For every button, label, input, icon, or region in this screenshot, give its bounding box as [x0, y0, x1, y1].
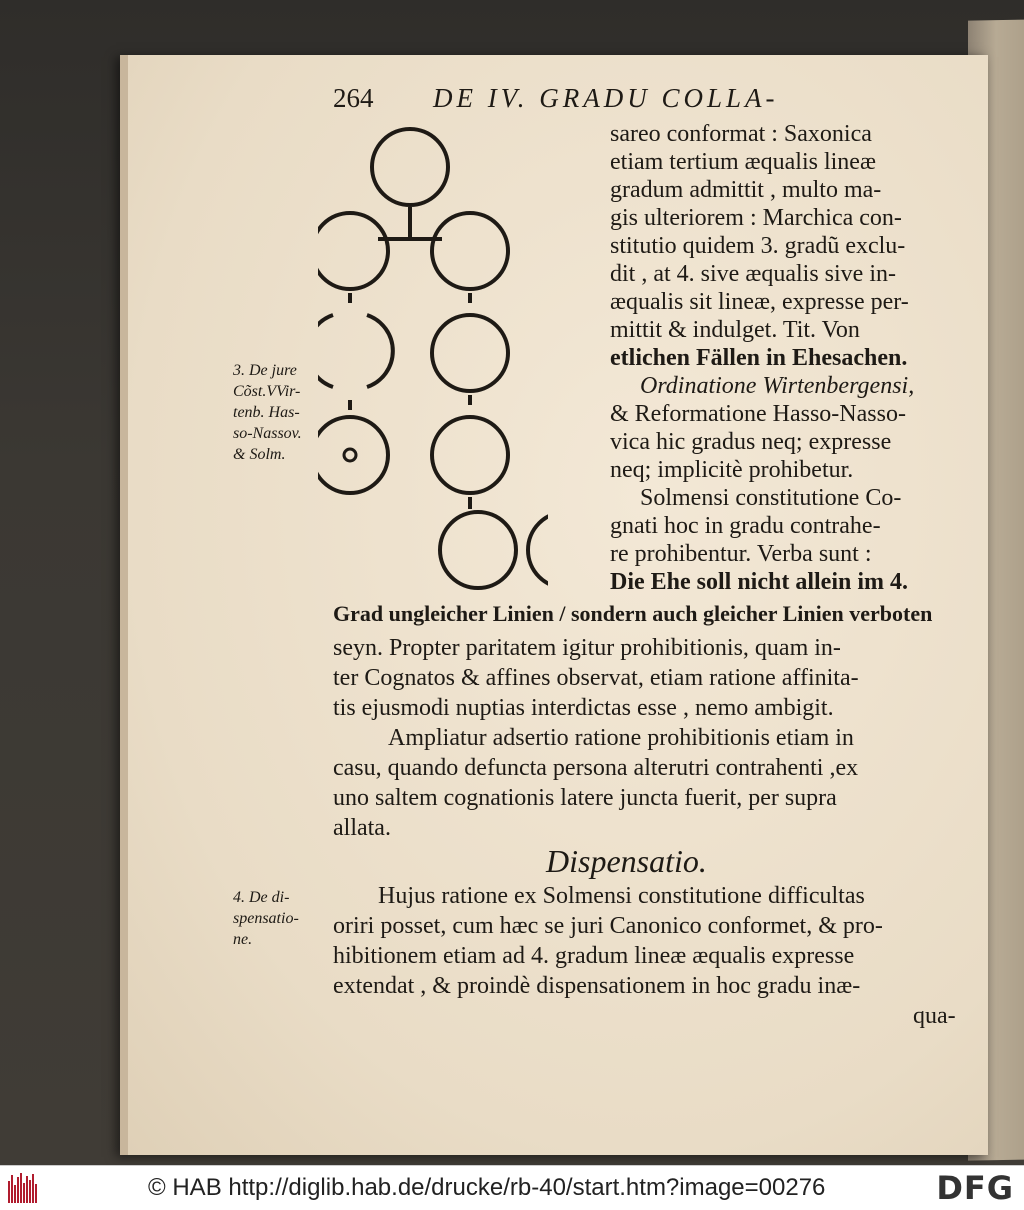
text-line: sareo conformat : Saxonica: [610, 121, 872, 147]
diagram-circle: [440, 512, 516, 588]
text-line: qua-: [913, 1003, 956, 1029]
diagram-circle: [318, 417, 388, 493]
text-line: seyn. Propter paritatem igitur prohibitionis, quam in-: [333, 635, 841, 661]
margin-note-line: tenb. Has-: [233, 404, 300, 421]
diagram-circle: [432, 417, 508, 493]
diagram-circle: [528, 512, 548, 588]
citation-link[interactable]: © HAB http://diglib.hab.de/drucke/rb-40/start.htm?image=00276: [148, 1174, 826, 1201]
text-line: uno saltem cognationis latere juncta fuerit, per supra: [333, 785, 837, 811]
margin-note-line: Cõst.VVir-: [233, 383, 301, 400]
text-line: Ampliatur adsertio ratione prohibitionis etiam in: [388, 725, 854, 751]
text-line: hibitionem etiam ad 4. gradum lineæ æqualis expresse: [333, 943, 855, 969]
diagram-broken-circle: [367, 315, 393, 387]
text-line: & Reformatione Hasso-Nasso-: [610, 401, 906, 427]
book-page: [120, 55, 988, 1155]
text-line: oriri posset, cum hæc se juri Canonico conformet, & pro-: [333, 913, 883, 939]
text-line: allata.: [333, 815, 391, 841]
text-line: extendat , & proindè dispensationem in hoc gradu inæ-: [333, 973, 861, 999]
text-line: etlichen Fällen in Ehesachen.: [610, 345, 908, 371]
text-line: mittit & indulget. Tit. Von: [610, 317, 860, 343]
running-head: DE IV. GRADU COLLA-: [433, 83, 779, 113]
margin-note-line: so-Nassov.: [233, 425, 302, 442]
text-line: gis ulteriorem : Marchica con-: [610, 205, 902, 231]
margin-note-line: spensatio-: [233, 910, 299, 927]
text-line: Grad ungleicher Linien / sondern auch gleicher Linien verboten: [333, 601, 933, 626]
hab-barcode-logo-icon[interactable]: [8, 1173, 42, 1203]
margin-note-line: 4. De di-: [233, 889, 290, 906]
diagram-broken-circle: [318, 315, 333, 387]
diagram-circle: [372, 129, 448, 205]
page-number: 264: [333, 83, 374, 113]
margin-note-line: 3. De jure: [233, 362, 297, 379]
margin-note-line: & Solm.: [233, 446, 286, 463]
diagram-circle: [432, 213, 508, 289]
text-line: gnati hoc in gradu contrahe-: [610, 513, 881, 539]
text-line: vica hic gradus neq; expresse: [610, 429, 892, 455]
diagram-circle: [318, 213, 388, 289]
text-line: stitutio quidem 3. gradũ exclu-: [610, 233, 906, 259]
diagram-inner-dot: [344, 449, 356, 461]
margin-note: [233, 360, 302, 465]
text-line: re prohibentur. Verba sunt :: [610, 541, 872, 567]
viewer-footer: [0, 1165, 1024, 1210]
text-line: tis ejusmodi nuptias interdictas esse , nemo ambigit.: [333, 695, 834, 721]
text-line: dit , at 4. sive æqualis sive in-: [610, 261, 896, 287]
text-line: neq; implicitè prohibetur.: [610, 457, 854, 483]
margin-note: [233, 887, 299, 950]
text-line: Ordinatione Wirtenbergensi,: [640, 373, 915, 399]
text-line: æqualis sit lineæ, expresse per-: [610, 289, 909, 315]
dfg-logo[interactable]: DFG: [936, 1169, 1014, 1207]
text-line: Die Ehe soll nicht allein im 4.: [610, 569, 909, 595]
consanguinity-diagram: [318, 125, 548, 625]
text-line: casu, quando defuncta persona alterutri contrahenti ,ex: [333, 755, 859, 781]
text-line: gradum admittit , multo ma-: [610, 177, 882, 203]
section-heading: Dispensatio.: [546, 843, 707, 879]
text-line: Solmensi constitutione Co-: [640, 485, 902, 511]
text-line: Hujus ratione ex Solmensi constitutione difficultas: [378, 883, 865, 909]
diagram-circle: [432, 315, 508, 391]
margin-note-line: ne.: [233, 931, 253, 948]
text-line: etiam tertium æqualis lineæ: [610, 149, 876, 175]
text-line: ter Cognatos & affines observat, etiam ratione affinita-: [333, 665, 859, 691]
